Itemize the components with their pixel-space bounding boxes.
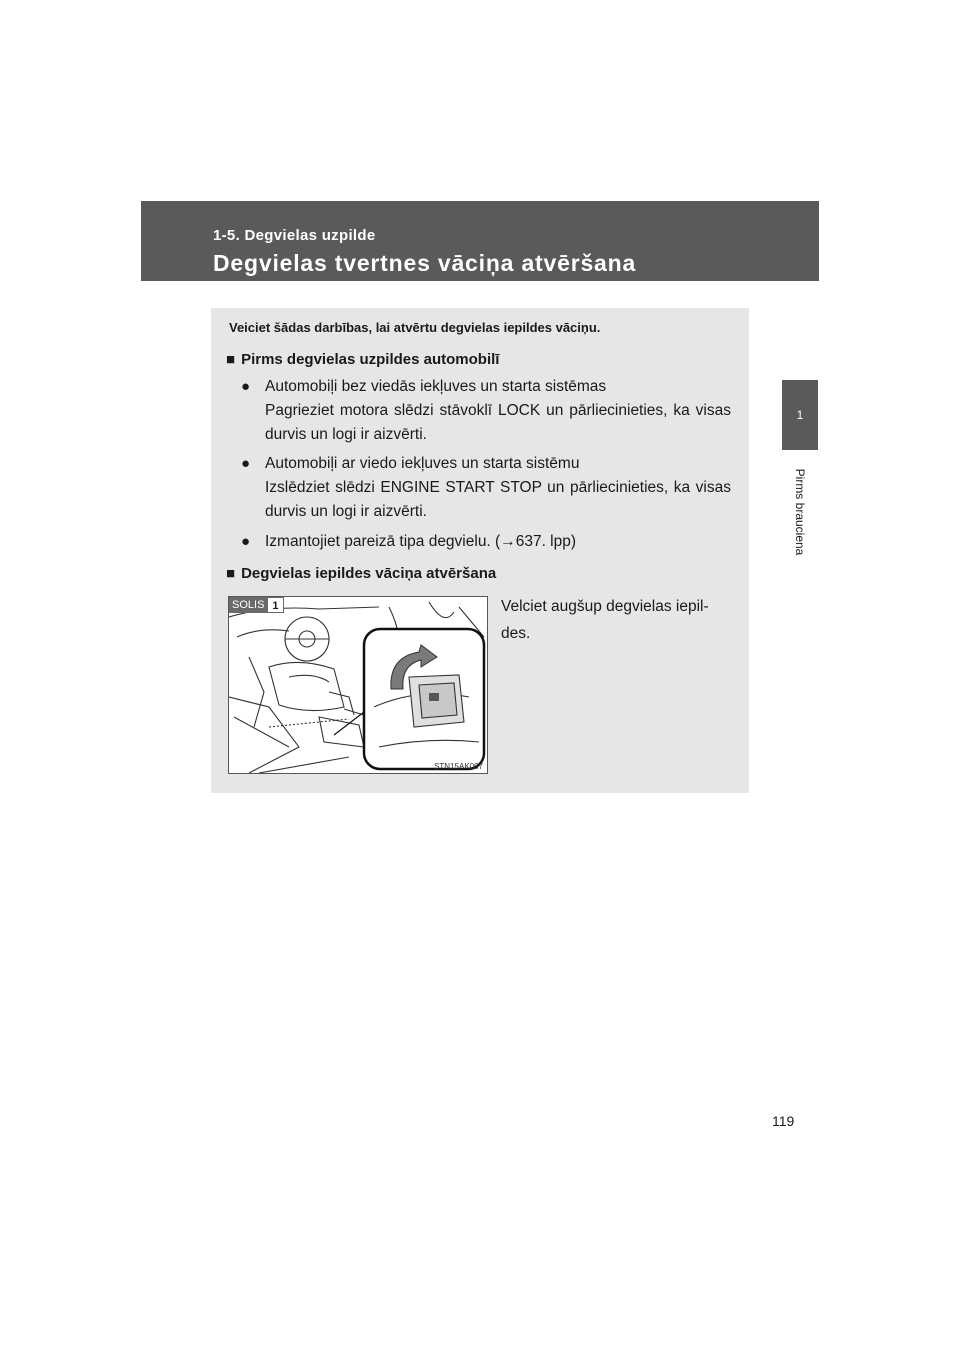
page-title: Degvielas tvertnes vāciņa atvēršana: [213, 250, 637, 276]
circle-bullet-icon: ●: [241, 378, 251, 395]
step-badge: [229, 597, 284, 613]
intro-text: Veiciet šādas darbības, lai atvērtu degvielas iepildes vāciņu.: [229, 320, 601, 335]
section-heading-text: Degvielas iepildes vāciņa atvēršana: [241, 565, 497, 582]
bullet-item-smart-key: [241, 452, 731, 524]
bullet-title: Automobiļi bez viedās iekļuves un starta sistēmas: [265, 378, 607, 395]
page-number: 119: [772, 1113, 795, 1129]
chapter-side-label: Pirms brauciena: [793, 468, 807, 556]
figure-code: STN15AK007: [434, 762, 483, 771]
bullet-item-fuel-type: [241, 530, 731, 554]
step-instruction: Velciet augšup degvielas iepil-des.: [501, 598, 709, 642]
step-number: 1: [267, 597, 283, 613]
car-interior-illustration: [229, 597, 487, 773]
circle-bullet-icon: ●: [241, 455, 251, 472]
fuel-lid-opener-illustration: [228, 596, 488, 774]
section-label: 1-5. Degvielas uzpilde: [213, 227, 376, 244]
square-bullet-icon: ■: [226, 565, 236, 582]
bullet-item-no-smart-key: [241, 375, 731, 447]
chapter-tab: [782, 380, 818, 450]
content-box: [211, 308, 749, 793]
bullet-title: Izmantojiet pareizā tipa degvielu. (→637. lpp): [265, 533, 577, 550]
fuel-door-icon: [429, 693, 439, 701]
section-heading-open-cap: [226, 565, 496, 582]
chapter-header-band: [141, 201, 819, 281]
bullet-body: Pagrieziet motora slēdzi stāvoklī LOCK un pārliecinieties, ka visas durvis un logi ir aizvērti.: [265, 402, 731, 443]
bullet-title: Automobiļi ar viedo iekļuves un starta sistēmu: [265, 455, 580, 472]
section-heading-text: Pirms degvielas uzpildes automobilī: [241, 351, 500, 368]
square-bullet-icon: ■: [226, 351, 236, 368]
step-label: SOLIS: [229, 597, 267, 613]
bullet-body: Izslēdziet slēdzi ENGINE START STOP un pārliecinieties, ka visas durvis un logi ir aizvērti.: [265, 479, 731, 520]
circle-bullet-icon: ●: [241, 533, 251, 550]
chapter-number: 1: [796, 408, 804, 422]
section-heading-before-refuel: [226, 351, 499, 368]
